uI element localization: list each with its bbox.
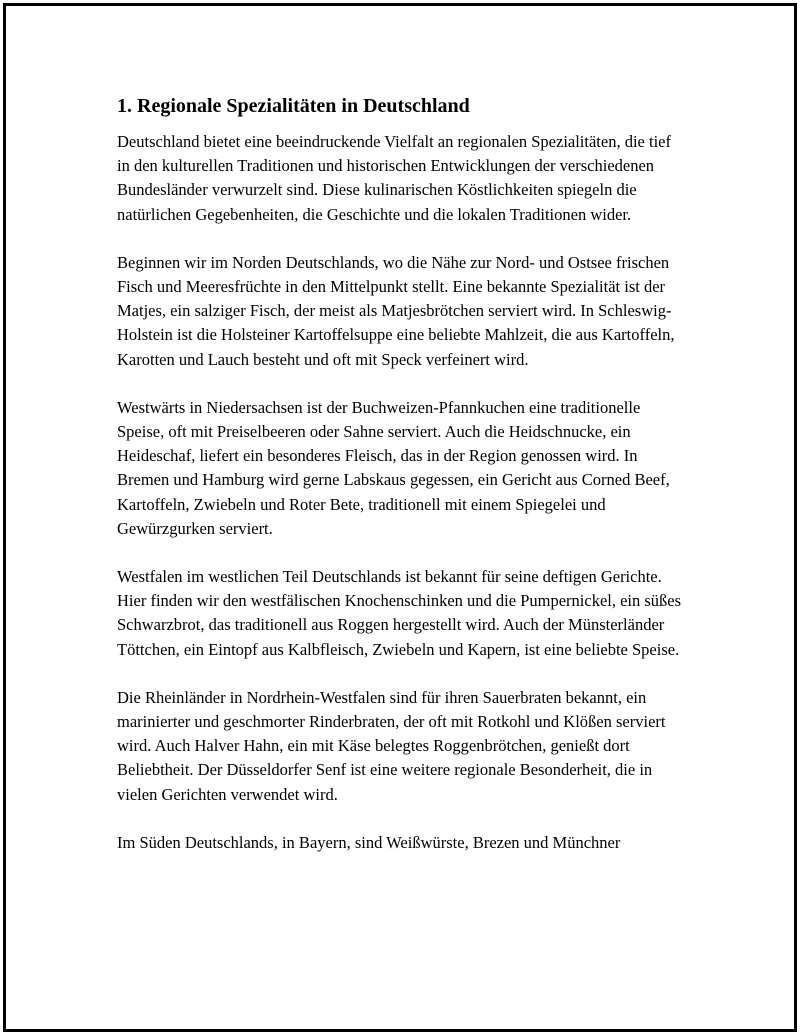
paragraph-rhineland: Die Rheinländer in Nordrhein-Westfalen sind für ihren Sauerbraten bekannt, ein marinierter und geschmorter Rinderbraten, der oft mit Rotkohl und Klößen serviert wird. Auch Halver Hahn, ein mit Käse belegtes Roggenbrötchen, genießt dort Beliebtheit. Der Düsseldorfer Senf ist eine weitere regionale Besonderheit, die in vielen Gerichten verwendet wird. <box>117 687 666 804</box>
paragraph-north: Beginnen wir im Norden Deutschlands, wo die Nähe zur Nord- und Ostsee frischen Fisch und Meeresfrüchte in den Mittelpunkt stellt. Eine bekannte Spezialität ist der Matjes, ein salziger Fisch, der meist als Matjesbrötchen serviert wird. In Schleswig-Holstein ist die Holsteiner Kartoffelsuppe eine beliebte Mahlzeit, die aus Kartoffeln, Karotten und Lauch besteht und oft mit Speck verfeinert wird. <box>117 252 675 369</box>
paragraph-south: Im Süden Deutschlands, in Bayern, sind Weißwürste, Brezen und Münchner <box>117 832 621 852</box>
paragraph-lower-saxony: Westwärts in Niedersachsen ist der Buchweizen-Pfannkuchen eine traditionelle Speise, oft mit Preiselbeeren oder Sahne serviert. Auch die Heidschnucke, ein Heideschaf, liefert ein besonderes Fleisch, das in der Region genossen wird. In Bremen und Hamburg wird gerne Labskaus gegessen, ein Gericht aus Corned Beef, Kartoffeln, Zwiebeln und Roter Bete, traditionell mit einem Spiegelei und Gewürzgurken serviert. <box>117 397 670 538</box>
section-heading: 1. Regionale Spezialitäten in Deutschland <box>117 95 470 117</box>
paragraph-intro: Deutschland bietet eine beeindruckende Vielfalt an regionalen Spezialitäten, die tief in den kulturellen Traditionen und historischen Entwicklungen der verschiedenen Bundesländer verwurzelt sind. Diese kulinarischen Köstlichkeiten spiegeln die natürlichen Gegebenheiten, die Geschichte und die lokalen Traditionen wider. <box>117 132 671 224</box>
document-body <box>117 92 687 855</box>
paragraph-westphalia: Westfalen im westlichen Teil Deutschlands ist bekannt für seine deftigen Gerichte. Hier finden wir den westfälischen Knochenschinken und die Pumpernickel, ein süßes Schwarzbrot, das traditionell aus Roggen hergestellt wird. Auch der Münsterländer Töttchen, ein Eintopf aus Kalbfleisch, Zwiebeln und Kapern, ist eine beliebte Speise. <box>117 567 682 659</box>
